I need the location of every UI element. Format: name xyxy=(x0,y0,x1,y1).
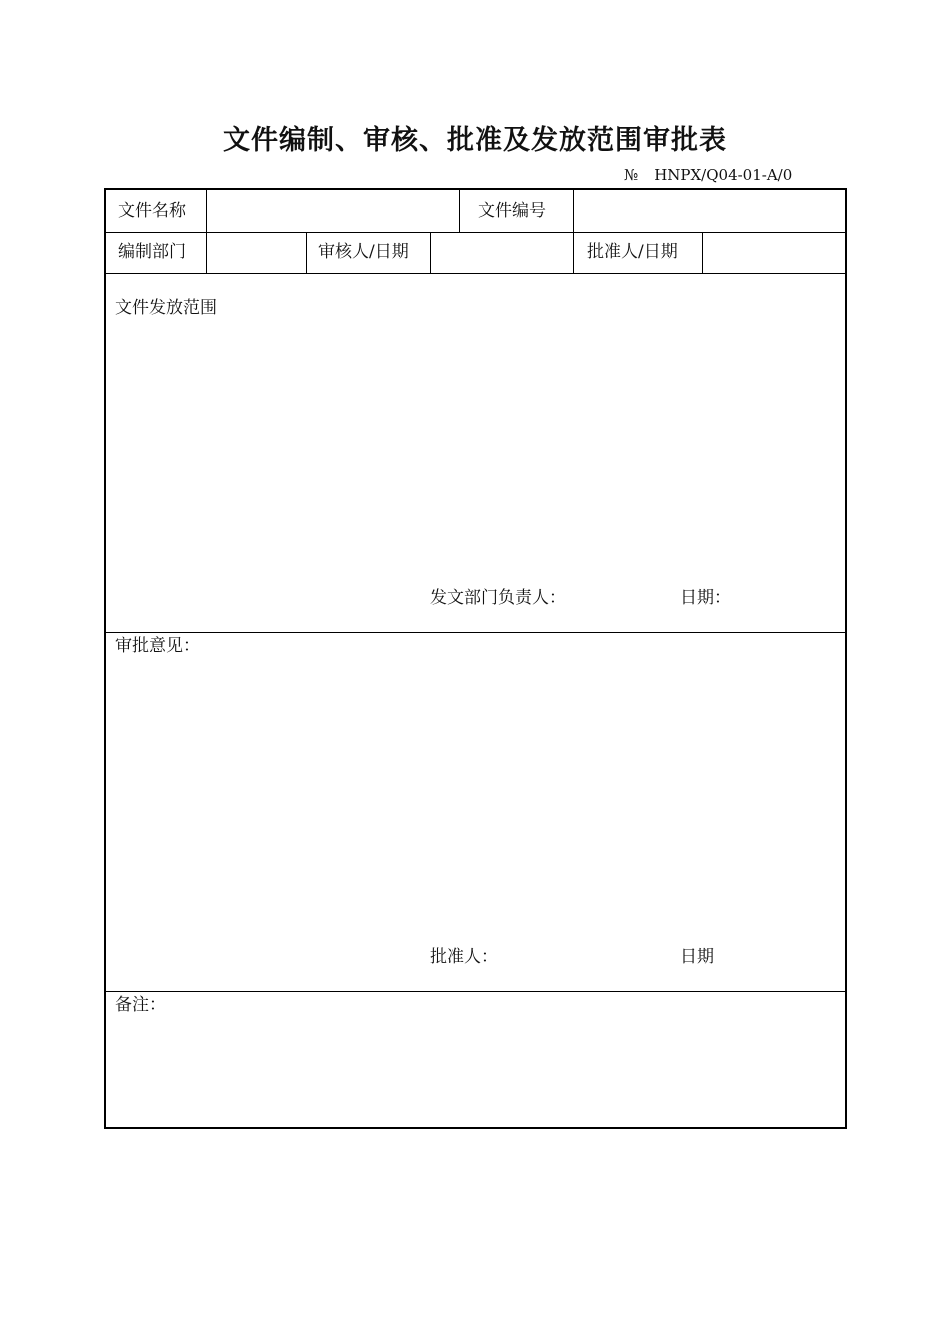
number-sign: № xyxy=(624,166,639,184)
section-divider-remarks xyxy=(106,991,845,992)
row1-col-divider-3 xyxy=(573,190,574,232)
document-number xyxy=(624,166,792,184)
row1-col-divider-1 xyxy=(206,190,207,232)
approver-signature-label: 批准人： xyxy=(430,947,498,967)
approval-form-table xyxy=(104,188,847,1129)
form-title: 文件编制、审核、批准及发放范围审批表 xyxy=(223,125,727,156)
distribution-scope-label: 文件发放范围 xyxy=(115,298,217,318)
row-divider-2 xyxy=(106,273,845,274)
document-number-value: HNPX/Q04-01-A/0 xyxy=(654,166,793,184)
dept-label: 编制部门 xyxy=(118,242,186,262)
remarks-label: 备注： xyxy=(115,995,166,1015)
approval-date-label: 日期 xyxy=(680,947,714,967)
approval-opinion-label: 审批意见： xyxy=(115,636,200,656)
distribution-date-label: 日期： xyxy=(680,588,731,608)
issuing-dept-head-label: 发文部门负责人： xyxy=(430,588,566,608)
section-divider-approval xyxy=(106,632,845,633)
row1-col-divider-2 xyxy=(459,190,460,232)
approver-date-label: 批准人/日期 xyxy=(587,242,678,262)
row2-col-divider-2 xyxy=(306,232,307,273)
reviewer-date-label: 审核人/日期 xyxy=(318,242,409,262)
file-number-label: 文件编号 xyxy=(478,201,546,221)
file-name-label: 文件名称 xyxy=(118,201,186,221)
row2-col-divider-1 xyxy=(206,232,207,273)
row-divider-1 xyxy=(106,232,845,233)
row2-col-divider-3 xyxy=(430,232,431,273)
row2-col-divider-5 xyxy=(702,232,703,273)
row2-col-divider-4 xyxy=(573,232,574,273)
